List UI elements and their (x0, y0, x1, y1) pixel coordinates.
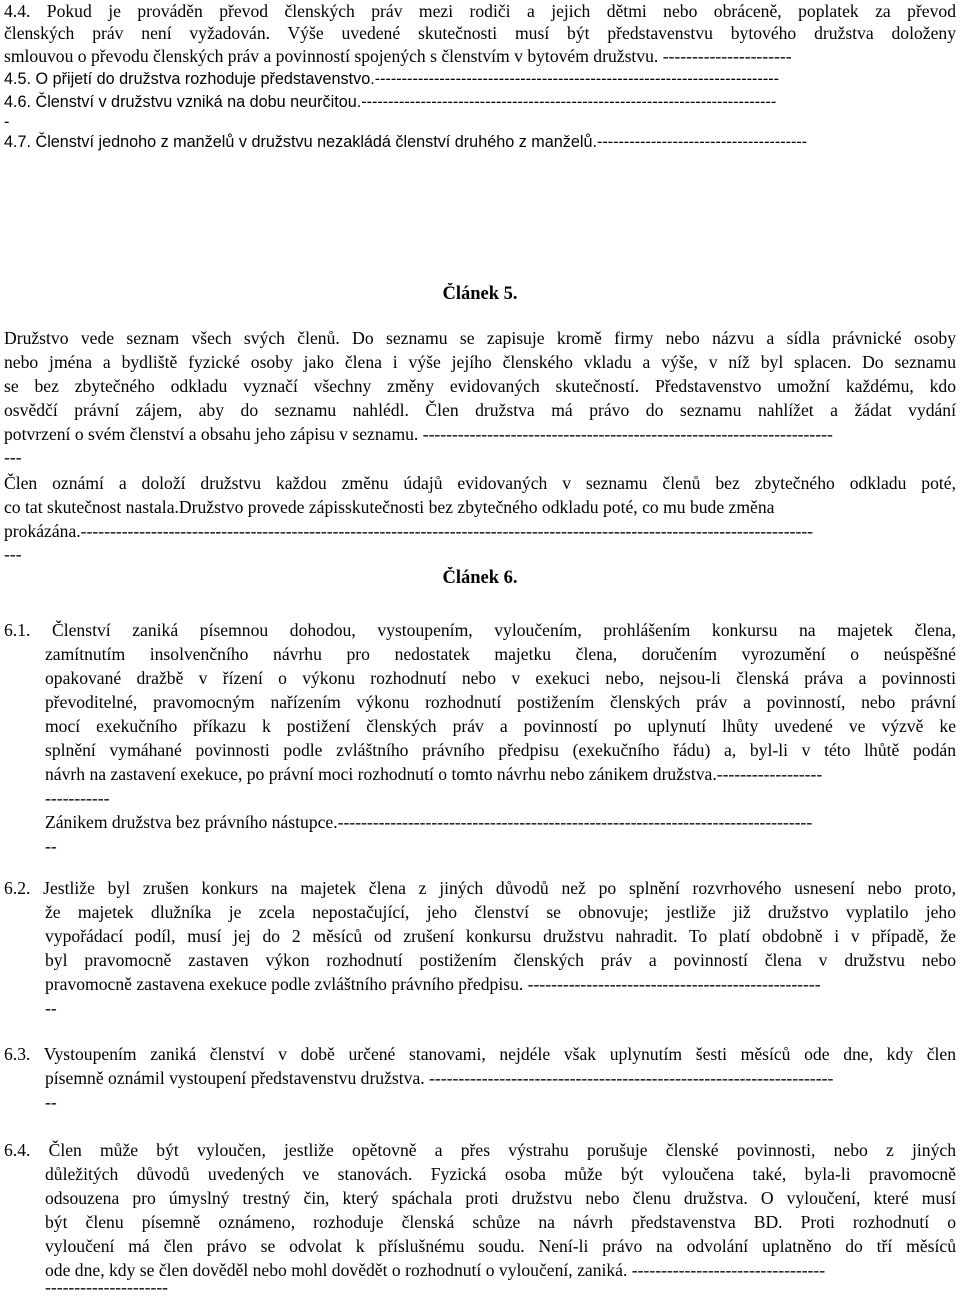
para-4-7: 4.7. Členství jednoho z manželů v družstvu nezakládá členství druhého z manželů.--------------------------------------- (4, 133, 808, 151)
article-5-line: potvrzení o svém členství a obsahu jeho zápisu v seznamu. ---------------------------------------------------------------------- (4, 424, 833, 444)
para-6-3-line: písemně oznámil vystoupení představenstvu družstva. --------------------------------------------------------------------- (45, 1068, 834, 1088)
article-5-heading: Článek 5. (442, 284, 518, 304)
article-5-line: --- (4, 447, 22, 467)
para-4-5: 4.5. O přijetí do družstva rozhoduje představenstvo.--------------------------------------------------------------------------- (4, 70, 780, 88)
para-4-6-tail: - (4, 113, 10, 131)
para-4-4-line: smlouvou o převodu členských práv a povinností spojených s členstvím v bytovém družstvu. ---------------------- (4, 46, 792, 66)
article-5-line: Člen oznámí a doloží družstvu každou změnu údajů evidovaných v seznamu členů bez zbytečného odkladu poté, (4, 473, 956, 493)
para-6-1-line: opakované dražbě v řízení o výkonu rozhodnutí nebo v exekuci nebo, nejsou-li členská práva a povinnosti (45, 668, 956, 688)
para-6-4-line: ode dne, kdy se člen dověděl nebo mohl dovědět o rozhodnutí o vyloučení, zaniká. --------------------------------- (45, 1260, 826, 1280)
article-5-line: co tat skutečnost nastala.Družstvo provede zápisskutečnosti bez zbytečného odkladu poté, co mu bude změna (4, 497, 775, 517)
para-6-3-line: 6.3. Vystoupením zaniká členství v době určené stanovami, nejdéle však uplynutím šesti měsíců ode dne, kdy člen (4, 1044, 956, 1064)
para-4-6: 4.6. Členství v družstvu vzniká na dobu neurčitou.----------------------------------------------------------------------------- (4, 93, 777, 111)
para-6-1-line: Zánikem družstva bez právního nástupce.--------------------------------------------------------------------------------- (45, 812, 813, 832)
article-5-line: se bez zbytečného odkladu vyznačí všechny změny evidovaných skutečností. Představenstvo umožní každému, kdo (4, 376, 956, 396)
para-6-2-line: byl pravomocně zastaven výkon rozhodnutí postižením členských práv a povinností člena v družstvu nebo (45, 950, 956, 970)
para-6-4-line: odsouzena pro úmyslný trestný čin, který spáchala proti družstvu nebo členu družstva. O vyloučení, které musí (45, 1188, 956, 1208)
para-6-1-line: mocí exekučního příkazu k postižení členských práv a povinností po uplynutí lhůty uvedené ve výzvě ke (45, 716, 956, 736)
para-4-4-line: 4.4. Pokud je prováděn převod členských práv mezi rodiči a jejich dětmi nebo obráceně, poplatek za převod (4, 1, 956, 21)
para-6-4-line: být členu písemně oznámeno, rozhoduje členská schůze na návrh představenstva BD. Proti rozhodnutí o (45, 1212, 956, 1232)
article-5-line: nebo jména a bydliště fyzické osoby jako člena i výše jejího členského vkladu a výše, v níž byl splacen. Do seznamu (4, 352, 956, 372)
para-6-1-line: návrh na zastavení exekuce, po právní moci rozhodnutí o tomto návrhu nebo zánikem družstva.------------------ (45, 764, 823, 784)
para-6-4-line: vyloučení má člen právo se odvolat k příslušnému soudu. Není-li právo na odvolání uplatněno do tří měsíců (45, 1236, 956, 1256)
para-6-1-line: splnění vymáhané povinnosti podle zvláštního právního předpisu (exekučního řádu) a, byl-li v této lhůtě podán (45, 740, 956, 760)
para-6-2-line: 6.2. Jestliže byl zrušen konkurs na majetek člena z jiných důvodů než po splnění rozvrhového usnesení nebo proto, (4, 878, 956, 898)
para-6-4-line: 6.4. Člen může být vyloučen, jestliže opětovně a přes výstrahu porušuje členské povinnosti, nebo z jiných (4, 1140, 956, 1160)
para-6-4-line: důležitých důvodů uvedených ve stanovách. Fyzická osoba může být vyloučena také, byla-li pravomocně (45, 1164, 956, 1184)
para-6-2-line: -- (45, 998, 57, 1018)
para-6-2-line: pravomocně zastavena exekuce podle zvláštního právního předpisu. -------------------------------------------------- (45, 974, 821, 994)
article-5-line: Družstvo vede seznam všech svých členů. Do seznamu se zapisuje kromě firmy nebo názvu a sídla právnické osoby (4, 328, 956, 348)
article-5-line: prokázána.----------------------------------------------------------------------------------------------------------------------------- (4, 521, 814, 541)
article-5-line: --- (4, 544, 22, 564)
para-6-3-line: -- (45, 1092, 57, 1112)
para-6-1-line: zamítnutím insolvenčního návrhu pro nedostatek majetku člena, doručením vyrozumění o neúspěšné (45, 644, 956, 664)
para-6-1-line: 6.1. Členství zaniká písemnou dohodou, vystoupením, vyloučením, prohlášením konkursu na majetek člena, (4, 620, 956, 640)
para-6-1-line: ----------- (45, 788, 110, 808)
para-6-1-line: -- (45, 836, 57, 856)
para-6-4-line: --------------------- (45, 1277, 169, 1297)
para-6-2-line: že majetek dlužníka je zcela nepostačující, jeho členství se obnovuje; jestliže již družstvo vyplatilo jeho (45, 902, 956, 922)
para-6-1-line: převoditelné, pravomocným nařízením výkonu rozhodnutí postižením členských práv a povinností, nebo právní (45, 692, 956, 712)
para-6-2-line: vypořádací podíl, musí jej do 2 měsíců od zrušení konkursu družstvu nahradit. To platí obdobně i v případě, že (45, 926, 956, 946)
article-5-line: osvědčí právní zájem, aby do seznamu nahlédl. Člen družstva má právo do seznamu nahlížet a žádat vydání (4, 400, 956, 420)
article-6-heading: Článek 6. (442, 568, 518, 588)
para-4-4-line: členských práv není vyžadován. Výše uvedené skutečnosti musí být představenstvu bytového družstva doloženy (4, 23, 956, 43)
